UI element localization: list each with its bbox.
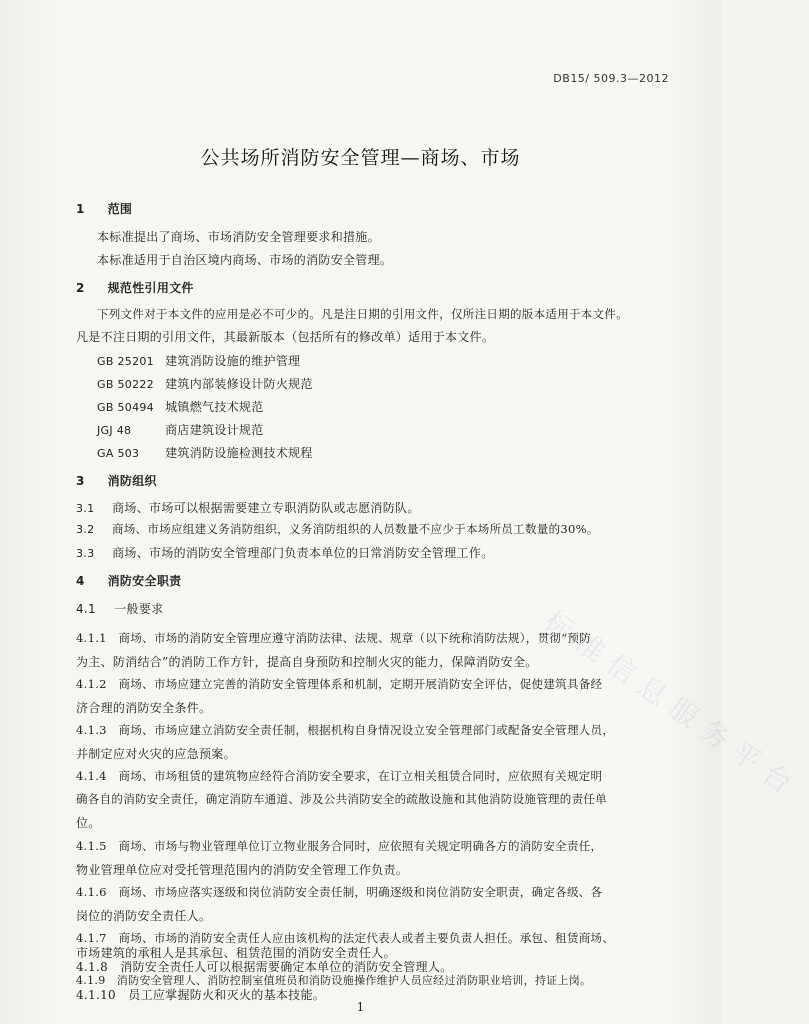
reference-item [97, 352, 300, 369]
reference-code: JGJ 48 [97, 424, 132, 437]
clause-4-1-8: 4.1.8 消防安全责任人可以根据需要确定本单位的消防安全管理人。 [76, 960, 453, 974]
section-number: 2 [76, 281, 85, 295]
clause-number: 3.1 [76, 502, 95, 515]
clause-3-3 [76, 544, 493, 561]
document-code: DB15/ 509.3—2012 [553, 72, 669, 85]
reference-code: GB 50494 [97, 401, 154, 414]
reference-code: GB 50222 [97, 378, 154, 391]
section-4-heading [76, 572, 181, 589]
subsection-4-1-heading [76, 600, 163, 617]
clause-number: 3.3 [76, 547, 95, 560]
clause-number: 3.2 [76, 523, 95, 536]
paragraph: 下列文件对于本文件的应用是必不可少的。凡是注日期的引用文件，仅所注日期的版本适用于本文件。 [97, 307, 628, 321]
reference-item [97, 398, 264, 415]
watermark: 标准信息服务平台 [538, 604, 807, 806]
document-title: 公共场所消防安全管理—商场、市场 [200, 147, 521, 169]
page-number: 1 [356, 1000, 365, 1014]
paragraph: 本标准适用于自治区境内商场、市场的消防安全管理。 [97, 253, 393, 267]
clause-4-1-7-line1: 4.1.7 商场、市场的消防安全责任人应由该机构的法定代表人或者主要负责人担任。承包、租赁商场、 [76, 931, 615, 945]
clause-4-1-10: 4.1.10 员工应掌握防火和灭火的基本技能。 [76, 988, 326, 1002]
reference-code: GB 25201 [97, 355, 154, 368]
section-number: 3 [76, 474, 85, 488]
clause-4-1-2-line1: 4.1.2 商场、市场应建立完善的消防安全管理体系和机制，定期开展消防安全评估，促使建筑具备经 [76, 677, 603, 691]
clause-4-1-3-line2: 并制定应对火灾的应急预案。 [76, 747, 236, 761]
reference-title: 商店建筑设计规范 [165, 423, 264, 437]
subsection-number: 4.1 [76, 602, 96, 616]
reference-code: GA 503 [97, 447, 140, 460]
clause-4-1-9: 4.1.9 消防安全管理人、消防控制室值班员和消防设施操作维护人员应经过消防职业培训，持证上岗。 [76, 974, 592, 987]
clause-text: 商场、市场的消防安全管理部门负责本单位的日常消防安全管理工作。 [112, 546, 494, 560]
section-title: 规范性引用文件 [107, 281, 194, 295]
reference-title: 建筑消防设施检测技术规程 [165, 446, 313, 460]
section-title: 范围 [107, 202, 133, 216]
section-1-heading [76, 200, 132, 217]
section-title: 消防安全职责 [107, 574, 182, 588]
clause-4-1-1-line2: 为主、防消结合”的消防工作方针，提高自身预防和控制火灾的能力，保障消防安全。 [76, 655, 538, 669]
clause-4-1-4-line1: 4.1.4 商场、市场租赁的建筑物应经符合消防安全要求，在订立相关租赁合同时，应依照有关规定明 [76, 769, 603, 783]
paragraph: 凡是不注日期的引用文件，其最新版本（包括所有的修改单）适用于本文件。 [76, 330, 495, 344]
clause-4-1-1-line1: 4.1.1 商场、市场的消防安全管理应遵守消防法律、法规、规章（以下统称消防法规），贯彻“预防 [76, 631, 591, 645]
clause-4-1-4-line2: 确各自的消防安全责任，确定消防车通道、涉及公共消防安全的疏散设施和其他消防设施管理的责任单 [76, 792, 607, 806]
subsection-title: 一般要求 [114, 602, 164, 616]
clause-3-1 [76, 499, 420, 516]
clause-text: 商场、市场可以根据需要建立专职消防队或志愿消防队。 [112, 501, 420, 515]
section-2-heading [76, 279, 194, 296]
section-number: 1 [76, 202, 85, 216]
reference-item [97, 375, 313, 392]
clause-4-1-5-line2: 物业管理单位应对受托管理范围内的消防安全管理工作负责。 [76, 863, 409, 877]
reference-title: 建筑消防设施的维护管理 [165, 354, 301, 368]
reference-item [97, 421, 264, 438]
reference-title: 建筑内部装修设计防火规范 [165, 377, 313, 391]
section-3-heading [76, 472, 157, 489]
clause-4-1-5-line1: 4.1.5 商场、市场与物业管理单位订立物业服务合同时，应依照有关规定明确各方的消防安全责任， [76, 839, 603, 853]
paragraph: 本标准提出了商场、市场消防安全管理要求和措施。 [97, 230, 380, 244]
section-number: 4 [76, 574, 85, 588]
clause-4-1-6-line2: 岗位的消防安全责任人。 [76, 909, 212, 923]
clause-text: 商场、市场应组建义务消防组织，义务消防组织的人员数量不应少于本场所员工数量的30%。 [111, 522, 599, 536]
reference-item [97, 444, 313, 461]
clause-3-2 [76, 521, 599, 537]
clause-4-1-6-line1: 4.1.6 商场、市场应落实逐级和岗位消防安全责任制，明确逐级和岗位消防安全职责，确定各级、各 [76, 885, 603, 899]
clause-4-1-3-line1: 4.1.3 商场、市场应建立消防安全责任制，根据机构自身情况设立安全管理部门或配备安全管理人员， [76, 723, 615, 737]
clause-4-1-2-line2: 济合理的消防安全条件。 [76, 701, 212, 715]
section-title: 消防组织 [107, 474, 157, 488]
clause-4-1-4-line3: 位。 [76, 816, 101, 830]
clause-4-1-7-line2: 市场建筑的承租人是其承包、租赁范围的消防安全责任人。 [76, 946, 396, 960]
reference-title: 城镇燃气技术规范 [165, 400, 264, 414]
